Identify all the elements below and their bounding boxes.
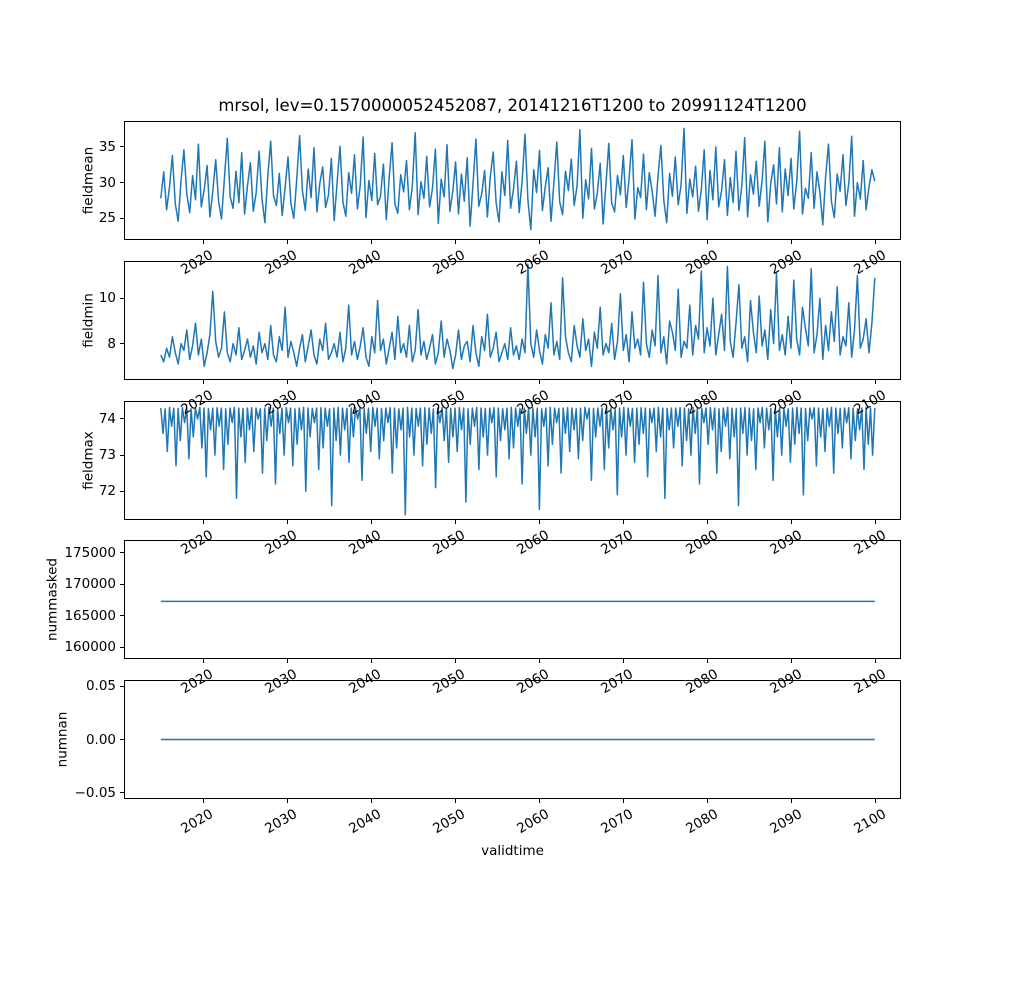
x-tick-label: 2050 (430, 666, 469, 698)
x-tick-strip (124, 240, 901, 279)
x-tick-mark (371, 380, 372, 384)
x-tick-label: 2030 (262, 806, 301, 838)
x-tick-label: 2090 (766, 527, 805, 559)
x-tick-label: 2070 (598, 247, 637, 279)
x-tick-mark (455, 380, 456, 384)
x-tick-mark (707, 240, 708, 244)
y-tick-label: 0.05 (85, 678, 116, 695)
x-tick-mark (875, 799, 876, 803)
x-tick-label: 2100 (850, 666, 889, 698)
x-tick-mark (791, 380, 792, 384)
y-tick-label: 35 (98, 138, 116, 155)
x-tick-mark (707, 380, 708, 384)
x-tick-label: 2020 (178, 666, 217, 698)
x-tick-mark (539, 380, 540, 384)
x-tick-label: 2020 (178, 527, 217, 559)
x-tick-mark (623, 799, 624, 803)
y-tick-mark (120, 686, 124, 687)
x-tick-mark (707, 659, 708, 663)
y-axis-label: numnan (54, 711, 71, 768)
x-tick-label: 2060 (514, 806, 553, 838)
x-tick-label: 2070 (598, 666, 637, 698)
x-tick-label: 2040 (346, 666, 385, 698)
x-tick-mark (539, 659, 540, 663)
y-tick-mark (120, 584, 124, 585)
x-tick-label: 2090 (766, 387, 805, 419)
x-tick-label: 2070 (598, 527, 637, 559)
x-tick-mark (203, 240, 204, 244)
y-tick-label: 165000 (64, 607, 116, 624)
y-tick-mark (120, 615, 124, 616)
x-tick-mark (203, 799, 204, 803)
x-tick-label: 2070 (598, 387, 637, 419)
x-tick-label: 2100 (850, 247, 889, 279)
y-tick-label: 25 (98, 210, 116, 227)
x-tick-label: 2030 (262, 247, 301, 279)
x-tick-mark (539, 799, 540, 803)
x-tick-mark (875, 520, 876, 524)
x-tick-label: 2050 (430, 527, 469, 559)
y-tick-mark (120, 739, 124, 740)
x-tick-label: 2080 (682, 527, 721, 559)
x-tick-mark (287, 380, 288, 384)
y-tick-label: 73 (98, 447, 116, 464)
x-tick-mark (287, 240, 288, 244)
x-tick-label: 2020 (178, 806, 217, 838)
y-tick-label: 10 (98, 290, 116, 307)
x-tick-mark (791, 240, 792, 244)
x-tick-label: 2080 (682, 806, 721, 838)
x-tick-label: 2040 (346, 806, 385, 838)
y-tick-mark (120, 792, 124, 793)
x-tick-mark (791, 520, 792, 524)
y-tick-mark (120, 298, 124, 299)
y-tick-label: 8 (107, 335, 116, 352)
y-tick-mark (120, 146, 124, 147)
x-tick-label: 2040 (346, 247, 385, 279)
x-tick-mark (791, 799, 792, 803)
y-tick-mark (120, 418, 124, 419)
x-tick-mark (707, 520, 708, 524)
x-tick-label: 2090 (766, 247, 805, 279)
x-tick-mark (371, 659, 372, 663)
subplot-fieldmean (124, 121, 901, 240)
x-tick-label: 2080 (682, 666, 721, 698)
x-tick-label: 2060 (514, 247, 553, 279)
x-tick-mark (623, 240, 624, 244)
x-tick-mark (203, 659, 204, 663)
x-tick-mark (371, 799, 372, 803)
y-tick-mark (120, 218, 124, 219)
y-tick-label: 175000 (64, 544, 116, 561)
x-tick-mark (455, 240, 456, 244)
x-tick-label: 2100 (850, 527, 889, 559)
x-tick-label: 2080 (682, 247, 721, 279)
x-tick-label: 2100 (850, 806, 889, 838)
x-tick-mark (623, 520, 624, 524)
x-tick-mark (875, 380, 876, 384)
x-tick-mark (371, 240, 372, 244)
y-tick-mark (120, 182, 124, 183)
x-tick-label: 2050 (430, 806, 469, 838)
x-tick-label: 2050 (430, 247, 469, 279)
y-tick-label: 72 (98, 483, 116, 500)
x-axis-label: validtime (481, 843, 544, 859)
x-tick-mark (287, 799, 288, 803)
x-tick-mark (203, 380, 204, 384)
y-tick-label: 74 (98, 410, 116, 427)
x-tick-label: 2050 (430, 387, 469, 419)
x-tick-label: 2100 (850, 387, 889, 419)
y-tick-label: −0.05 (74, 784, 116, 801)
x-tick-mark (875, 240, 876, 244)
x-tick-mark (623, 380, 624, 384)
x-tick-strip (124, 659, 901, 698)
x-tick-mark (287, 659, 288, 663)
y-tick-mark (120, 647, 124, 648)
x-tick-mark (623, 659, 624, 663)
x-tick-mark (287, 520, 288, 524)
y-tick-mark (120, 491, 124, 492)
x-tick-mark (371, 520, 372, 524)
x-tick-mark (539, 520, 540, 524)
x-tick-label: 2020 (178, 247, 217, 279)
x-tick-label: 2060 (514, 666, 553, 698)
y-axis-label: fieldmean (80, 146, 97, 215)
y-tick-mark (120, 552, 124, 553)
y-tick-mark (120, 343, 124, 344)
x-tick-strip (124, 380, 901, 419)
x-tick-mark (455, 799, 456, 803)
y-tick-label: 30 (98, 174, 116, 191)
x-tick-strip (124, 520, 901, 559)
y-tick-label: 0.00 (85, 731, 116, 748)
x-tick-mark (791, 659, 792, 663)
chart-title: mrsol, lev=0.1570000052452087, 20141216T1200 to 20991124T1200 (218, 96, 807, 115)
y-axis-label: fieldmax (80, 431, 97, 490)
x-tick-mark (455, 520, 456, 524)
y-tick-label: 160000 (64, 639, 116, 656)
x-tick-label: 2090 (766, 666, 805, 698)
y-tick-label: 170000 (64, 576, 116, 593)
x-tick-mark (455, 659, 456, 663)
x-tick-label: 2070 (598, 806, 637, 838)
x-tick-label: 2030 (262, 666, 301, 698)
x-tick-mark (707, 799, 708, 803)
x-tick-label: 2040 (346, 387, 385, 419)
x-tick-strip (124, 799, 901, 859)
fieldmean-line (125, 122, 900, 239)
x-tick-label: 2030 (262, 387, 301, 419)
x-tick-mark (203, 520, 204, 524)
x-tick-label: 2090 (766, 806, 805, 838)
y-tick-mark (120, 455, 124, 456)
y-axis-label: fieldmin (80, 293, 97, 348)
y-axis-label: nummasked (44, 558, 61, 641)
x-tick-label: 2060 (514, 527, 553, 559)
x-tick-label: 2060 (514, 387, 553, 419)
x-tick-label: 2020 (178, 387, 217, 419)
x-tick-label: 2040 (346, 527, 385, 559)
x-tick-mark (875, 659, 876, 663)
x-tick-label: 2080 (682, 387, 721, 419)
x-tick-label: 2030 (262, 527, 301, 559)
x-tick-mark (539, 240, 540, 244)
